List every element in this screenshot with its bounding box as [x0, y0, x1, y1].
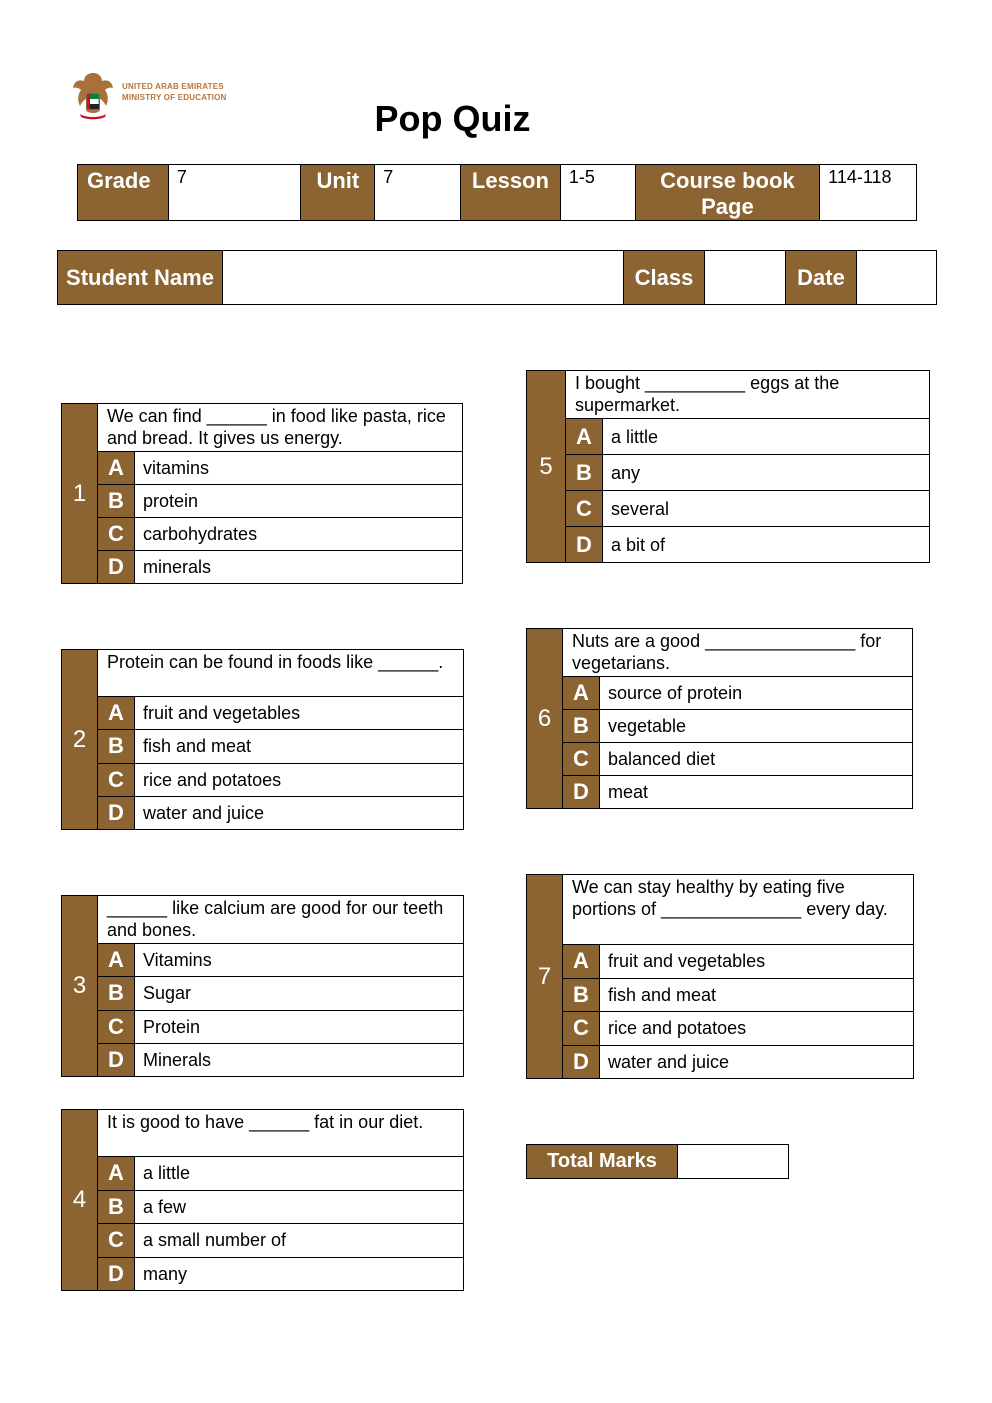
option-text[interactable]: Minerals	[135, 1043, 464, 1076]
option-text[interactable]: Protein	[135, 1010, 464, 1043]
total-marks-table	[526, 1144, 789, 1179]
question-number: 7	[527, 875, 563, 1079]
option-text[interactable]: a small number of	[135, 1224, 464, 1258]
option-letter: A	[98, 697, 135, 730]
option-text[interactable]: Sugar	[135, 977, 464, 1010]
option-text[interactable]: a little	[603, 419, 930, 455]
option-letter: C	[566, 491, 603, 527]
option-text[interactable]: protein	[135, 485, 463, 518]
option-letter: C	[98, 1010, 135, 1043]
option-letter: A	[98, 452, 135, 485]
option-text[interactable]: water and juice	[135, 796, 464, 829]
date-label: Date	[786, 251, 857, 305]
option-letter: A	[98, 944, 135, 977]
question-text: I bought __________ eggs at the supermarket.	[566, 371, 930, 419]
question-6	[526, 628, 913, 809]
option-text[interactable]: fruit and vegetables	[600, 945, 914, 979]
option-letter: B	[566, 455, 603, 491]
date-field[interactable]	[857, 251, 937, 305]
unit-value[interactable]: 7	[375, 165, 461, 221]
question-number: 6	[527, 629, 563, 809]
question-text: We can find ______ in food like pasta, rice and bread. It gives us energy.	[98, 404, 463, 452]
option-text[interactable]: balanced diet	[600, 743, 913, 776]
option-text[interactable]: minerals	[135, 551, 463, 584]
course-book-label: Course book Page	[635, 165, 819, 221]
option-letter: D	[566, 527, 603, 563]
class-field[interactable]	[705, 251, 786, 305]
option-text[interactable]: rice and potatoes	[135, 763, 464, 796]
grade-value[interactable]: 7	[168, 165, 301, 221]
question-5	[526, 370, 930, 563]
course-book-value[interactable]: 114-118	[820, 165, 917, 221]
page-title: Pop Quiz	[374, 98, 531, 139]
question-7	[526, 874, 914, 1079]
question-text: ______ like calcium are good for our teeth and bones.	[98, 896, 464, 944]
option-text[interactable]: vitamins	[135, 452, 463, 485]
logo-line-1: UNITED ARAB EMIRATES	[122, 82, 224, 91]
logo-text	[122, 81, 227, 103]
option-letter: B	[563, 978, 600, 1012]
option-letter: B	[98, 485, 135, 518]
eagle-emblem-icon	[72, 70, 114, 120]
question-text: Protein can be found in foods like ______.	[98, 650, 464, 697]
option-text[interactable]: carbohydrates	[135, 518, 463, 551]
option-letter: C	[563, 743, 600, 776]
lesson-info-table	[77, 164, 917, 221]
grade-label: Grade	[78, 165, 169, 221]
option-text[interactable]: water and juice	[600, 1045, 914, 1079]
unit-label: Unit	[301, 165, 375, 221]
option-letter: A	[98, 1157, 135, 1191]
option-letter: A	[563, 677, 600, 710]
total-marks-label: Total Marks	[527, 1145, 678, 1179]
option-letter: C	[98, 763, 135, 796]
option-letter: B	[563, 710, 600, 743]
logo-line-2: MINISTRY OF EDUCATION	[122, 93, 227, 102]
option-text[interactable]: a bit of	[603, 527, 930, 563]
total-marks-field[interactable]	[678, 1145, 789, 1179]
option-letter: C	[98, 518, 135, 551]
option-letter: D	[98, 796, 135, 829]
option-text[interactable]: vegetable	[600, 710, 913, 743]
class-label: Class	[624, 251, 705, 305]
option-text[interactable]: meat	[600, 776, 913, 809]
question-number: 5	[527, 371, 566, 563]
option-letter: C	[563, 1012, 600, 1046]
question-text: We can stay healthy by eating five portions of ______________ every day.	[563, 875, 914, 945]
option-letter: A	[566, 419, 603, 455]
option-letter: D	[98, 1257, 135, 1291]
ministry-logo	[72, 70, 242, 122]
option-text[interactable]: any	[603, 455, 930, 491]
lesson-value[interactable]: 1-5	[560, 165, 635, 221]
option-text[interactable]: rice and potatoes	[600, 1012, 914, 1046]
student-name-field[interactable]	[223, 251, 624, 305]
option-text[interactable]: many	[135, 1257, 464, 1291]
student-info-table	[57, 250, 937, 305]
question-2	[61, 649, 464, 830]
option-letter: A	[563, 945, 600, 979]
question-text: Nuts are a good _______________ for vegetarians.	[563, 629, 913, 677]
question-text: It is good to have ______ fat in our diet.	[98, 1110, 464, 1157]
option-letter: B	[98, 730, 135, 763]
question-number: 3	[62, 896, 98, 1077]
option-letter: B	[98, 977, 135, 1010]
option-letter: C	[98, 1224, 135, 1258]
question-number: 4	[62, 1110, 98, 1291]
option-text[interactable]: a few	[135, 1190, 464, 1224]
option-letter: D	[98, 551, 135, 584]
option-text[interactable]: several	[603, 491, 930, 527]
option-letter: D	[98, 1043, 135, 1076]
question-number: 1	[62, 404, 98, 584]
lesson-label: Lesson	[460, 165, 560, 221]
option-text[interactable]: fish and meat	[135, 730, 464, 763]
option-text[interactable]: fruit and vegetables	[135, 697, 464, 730]
option-letter: D	[563, 1045, 600, 1079]
question-1	[61, 403, 463, 584]
student-name-label: Student Name	[58, 251, 223, 305]
question-3	[61, 895, 464, 1077]
option-text[interactable]: a little	[135, 1157, 464, 1191]
option-text[interactable]: fish and meat	[600, 978, 914, 1012]
option-text[interactable]: source of protein	[600, 677, 913, 710]
option-text[interactable]: Vitamins	[135, 944, 464, 977]
option-letter: B	[98, 1190, 135, 1224]
option-letter: D	[563, 776, 600, 809]
question-4	[61, 1109, 464, 1291]
question-number: 2	[62, 650, 98, 830]
